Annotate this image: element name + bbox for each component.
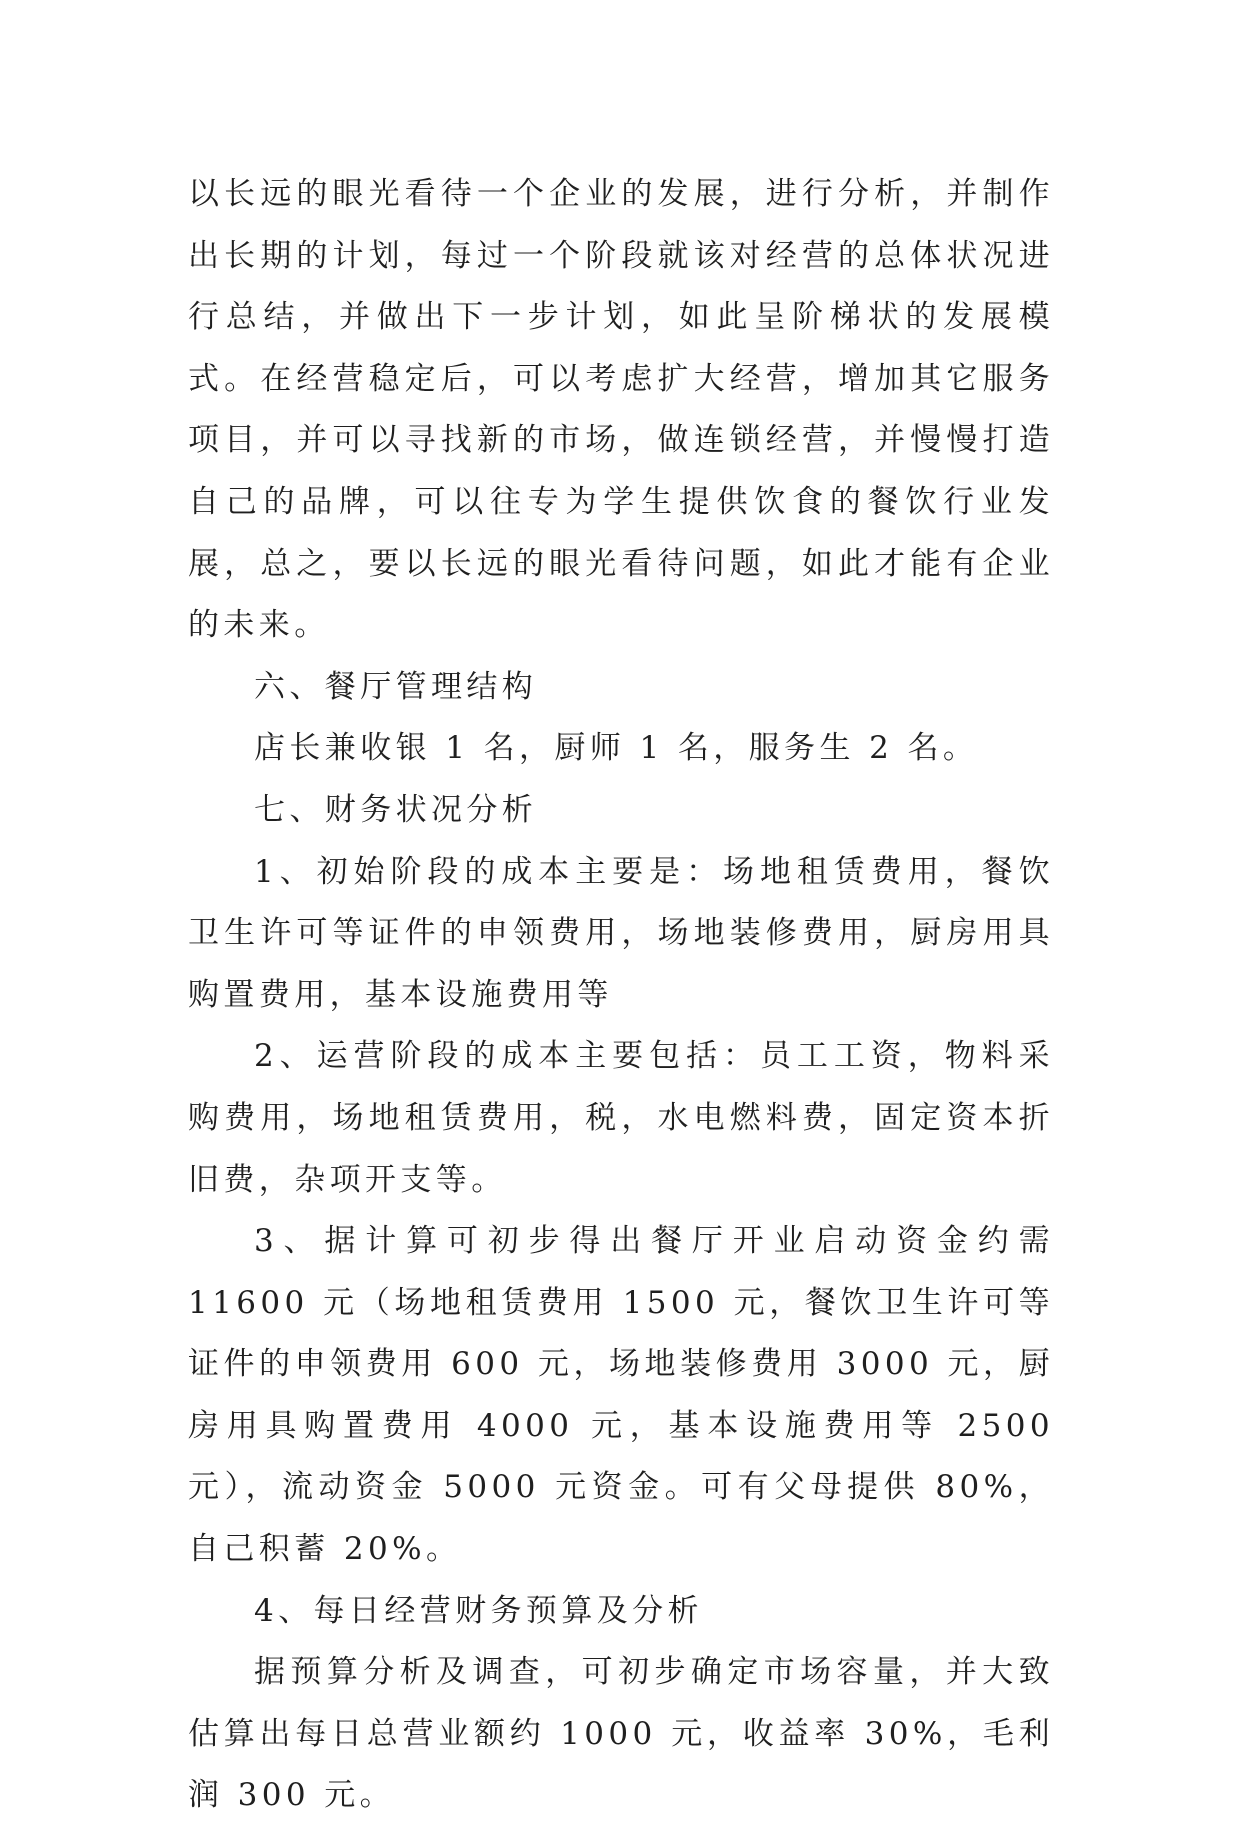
subheading-daily-budget: 4、每日经营财务预算及分析 bbox=[254, 1592, 703, 1629]
paragraph-initial-costs: 1、初始阶段的成本主要是：场地租赁费用，餐饮卫生许可等证件的申领费用，场地装修费用，厨房用具购置费用，基本设施费用等 bbox=[188, 853, 1054, 1013]
section-heading-management-structure: 六、餐厅管理结构 bbox=[254, 668, 538, 705]
paragraph-long-term-development: 以长远的眼光看待一个企业的发展，进行分析，并制作出长期的计划，每过一个阶段就该对经营的总体状况进行总结，并做出下一步计划，如此呈阶梯状的发展模式。在经营稳定后，可以考虑扩大经营，增加其它服务项目，并可以寻找新的市场，做连锁经营，并慢慢打造自己的品牌，可以往专为学生提供饮食的餐饮行业发展，总之，要以长远的眼光看待问题，如此才能有企业的未来。 bbox=[188, 176, 1054, 644]
paragraph-startup-capital: 3、据计算可初步得出餐厅开业启动资金约需 11600 元（场地租赁费用 1500 元，餐饮卫生许可等证件的申领费用 600 元，场地装修费用 3000 元，厨房用具购置费用 4000 元，基本设施费用等 2500 元），流动资金 5000 元资金。可有父母提供 80%，自己积蓄 20%。 bbox=[188, 1223, 1054, 1568]
paragraph-daily-revenue: 据预算分析及调查，可初步确定市场容量，并大致估算出每日总营业额约 1000 元，收益率 30%，毛利润 300 元。 bbox=[188, 1654, 1054, 1814]
paragraph-operating-costs: 2、运营阶段的成本主要包括：员工工资，物料采购费用，场地租赁费用，税，水电燃料费，固定资本折旧费，杂项开支等。 bbox=[188, 1038, 1054, 1198]
paragraph-staffing: 店长兼收银 1 名，厨师 1 名，服务生 2 名。 bbox=[254, 730, 979, 767]
document-body bbox=[188, 164, 1054, 1827]
section-heading-financial-analysis: 七、财务状况分析 bbox=[254, 791, 538, 828]
